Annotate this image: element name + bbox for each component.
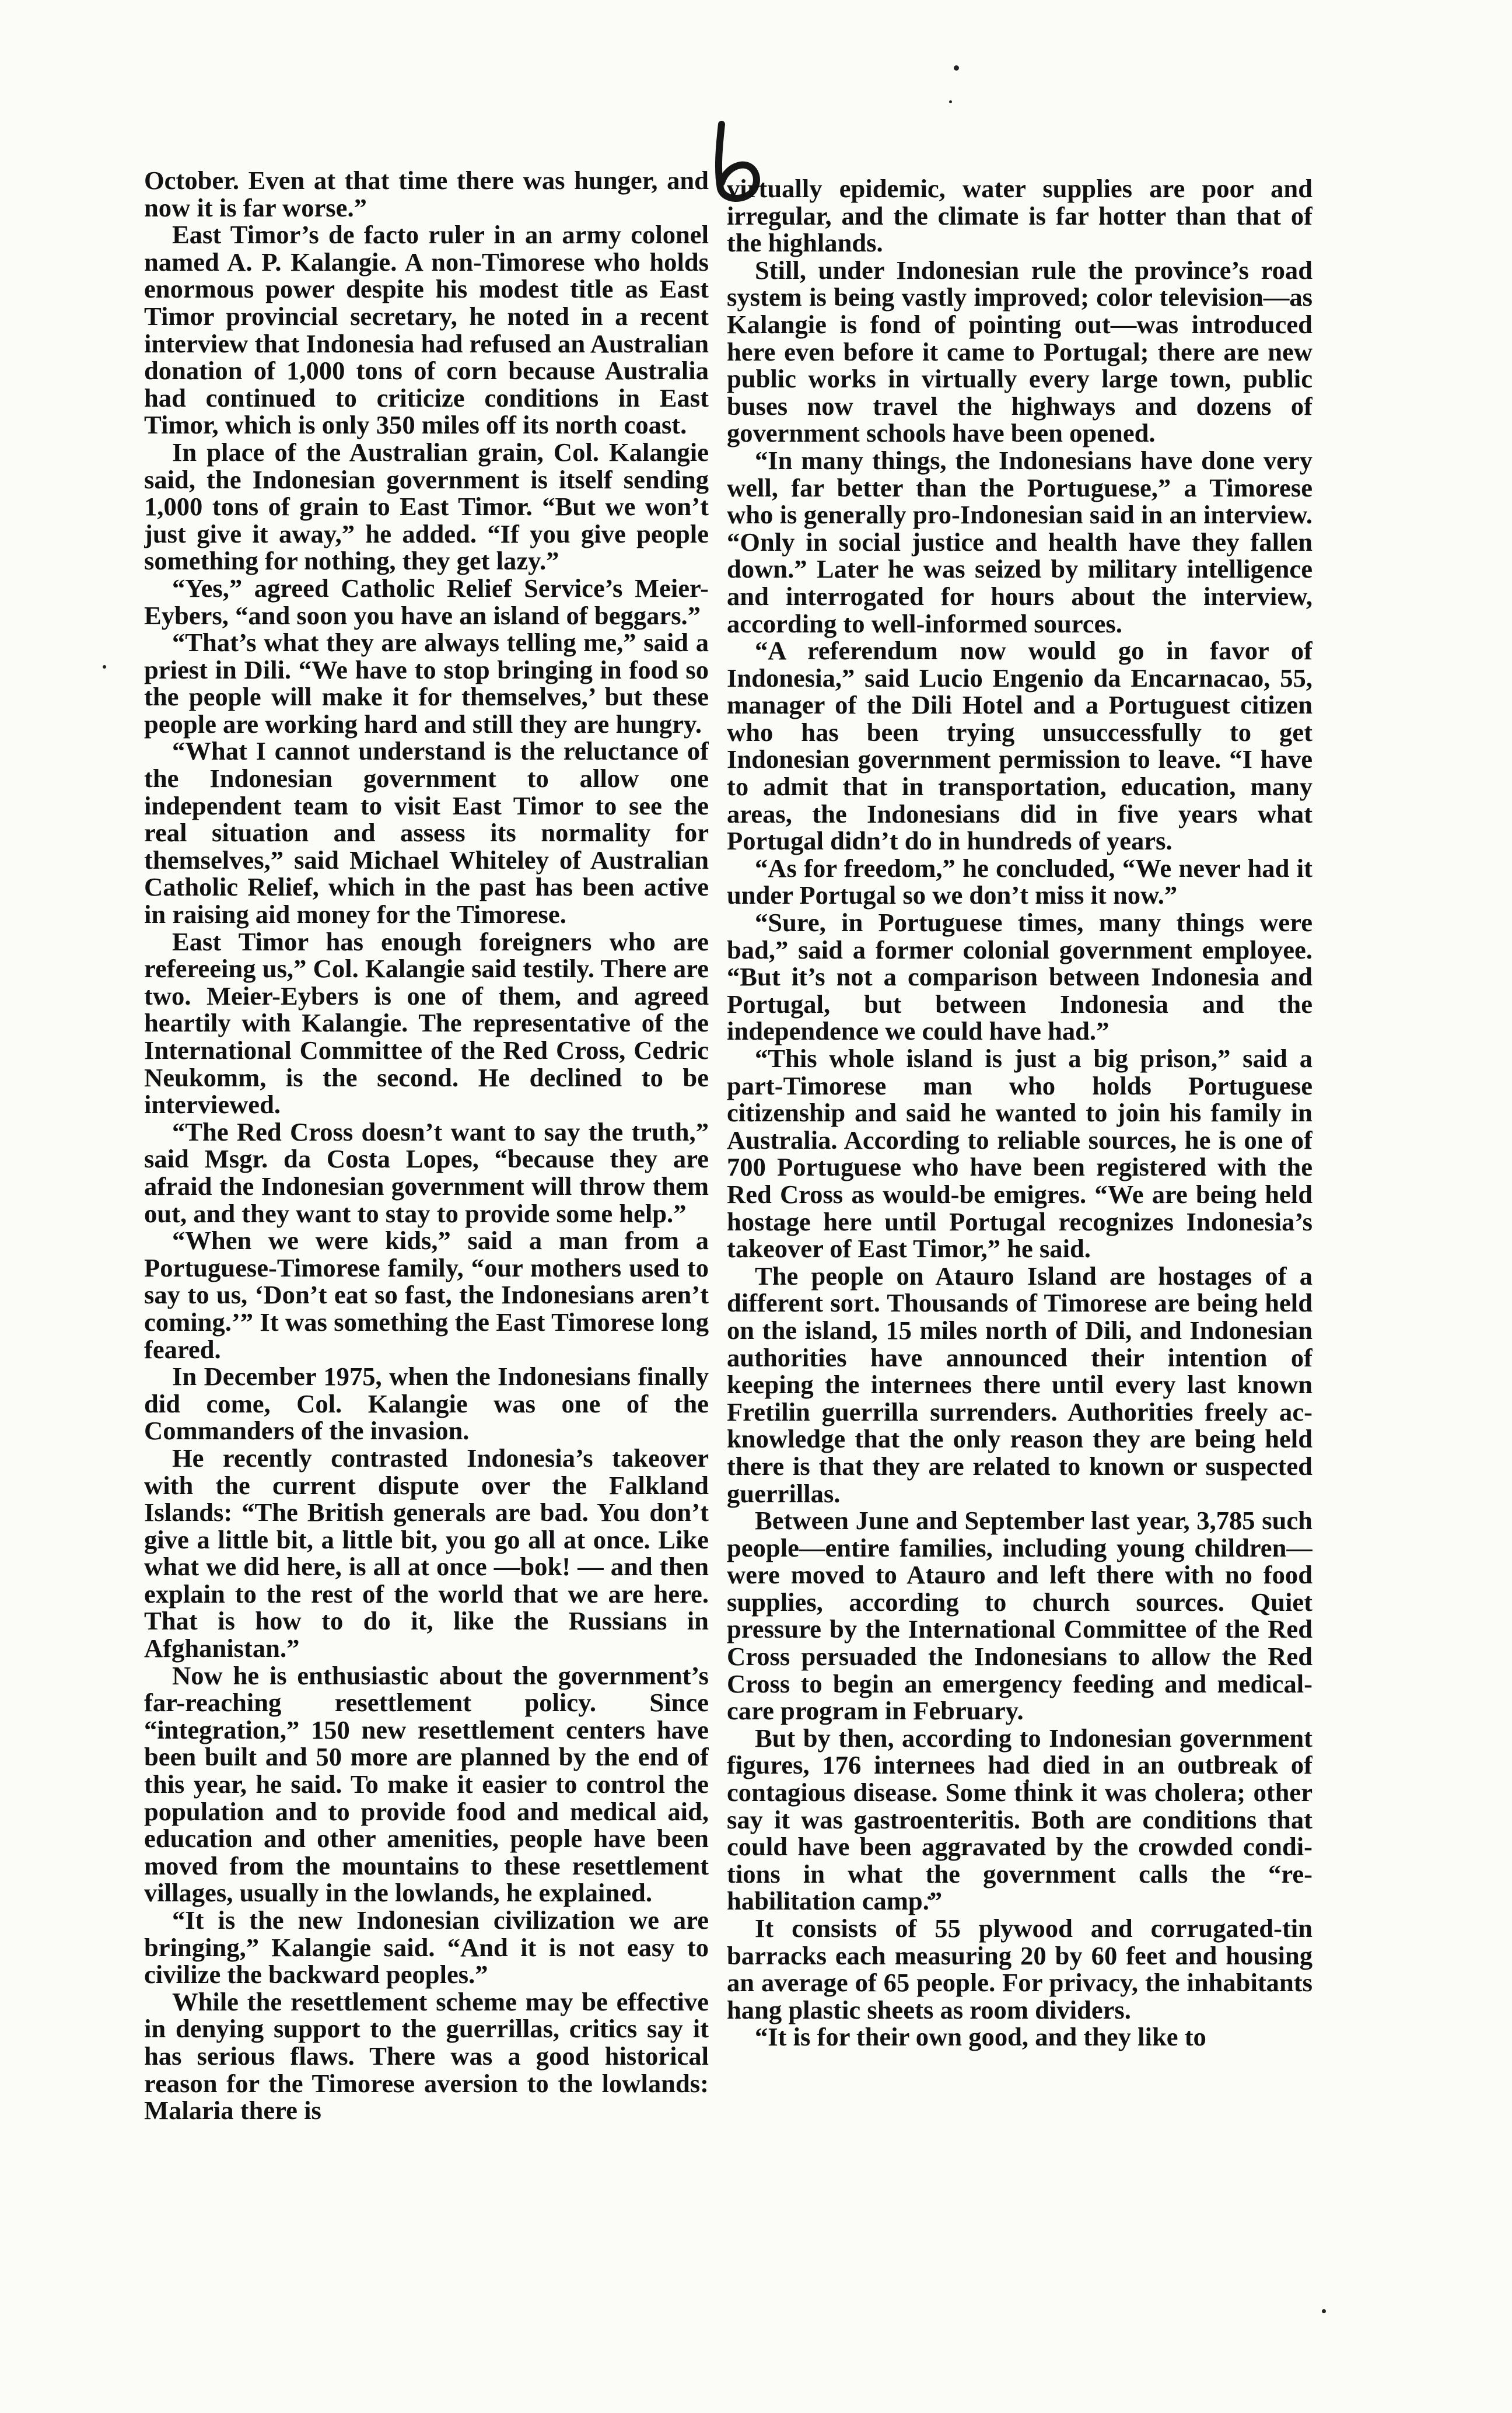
article-paragraph: But by then, according to Indonesian government figures, 176 internees had died in an outbreak of contagious disease. Some think it was cholera; other say it was gastroenteritis. Both are conditions that could have been aggravated by the crowded conditions in what the government calls the “rehabilitation camp.”: [727, 1723, 1312, 1916]
article-paragraph: He recently contrasted Indonesia’s takeover with the current dispute over the Falkland Islands: “The British generals are bad. You don’t give a little bit, a little bit, you go all at once. Like what we did here, is all at once —bok! — and then explain to the rest of the world that we are here. That is how to do it, like the Russians in Afghanistan.”: [144, 1443, 709, 1663]
scan-speck: [954, 65, 959, 71]
article-paragraph: The people on Atauro Island are hostages of a different sort. Thousands of Timorese are being held on the island, 15 miles north of Dili, and Indonesian authorities have announced their intention of keeping the internees there until every last known Fretilin guerrilla surrenders. Authorities freely acknowledge that the only reason they are being held there is that they are related to known or suspected guerrillas.: [727, 1261, 1312, 1508]
article-paragraph: “This whole island is just a big prison,” said a part-Timorese man who holds Portuguese citizenship and said he wanted to join his family in Australia. According to reliable sources, he is one of 700 Portuguese who have been registered with the Red Cross as would-be emigres. “We are being held hostage here until Portugal recognizes Indonesia’s takeover of East Timor,” he said.: [727, 1044, 1312, 1264]
article-paragraph: Between June and September last year, 3,785 such people—entire families, including young children—were moved to Atauro and left there with no food supplies, according to church sources. Quiet pressure by the International Committee of the Red Cross persuaded the Indonesians to allow the Red Cross to begin an emergency feeding and medical-care program in February.: [727, 1506, 1312, 1726]
article-paragraph: East Timor has enough foreigners who are refereeing us,” Col. Kalangie said testily. There are two. Meier-Eybers is one of them, and agreed heartily with Kalangie. The representative of the International Committee of the Red Cross, Cedric Neukomm, is the second. He declined to be interviewed.: [144, 926, 709, 1120]
article-paragraph: “When we were kids,” said a man from a Portuguese-Timorese family, “our mothers used to say to us, ‘Don’t eat so fast, the Indonesians aren’t coming.’” It was something the East Timorese long feared.: [144, 1226, 709, 1364]
article-paragraph: October. Even at that time there was hunger, and now it is far worse.”: [144, 167, 709, 222]
article-column-right: [727, 175, 1312, 2392]
article-paragraph: Now he is enthusiastic about the government’s far-reaching resettlement policy. Since “integration,” 150 new resettlement centers have been built and 50 more are planned by the end of this year, he said. To make it easier to control the population and to provide food and medical aid, education and other amenities, people have been moved from the mountains to these resettlement villages, usually in the lowlands, he explained.: [144, 1660, 709, 1908]
article-paragraph: “Yes,” agreed Catholic Relief Service’s Meier-Eybers, “and soon you have an island of beggars.”: [144, 573, 709, 630]
article-paragraph: “Sure, in Portuguese times, many things were bad,” said a former colonial government employee. “But it’s not a comparison between Indonesia and Portugal, but between Indonesia and the independence we could have had.”: [727, 908, 1312, 1046]
article-paragraph: “It is the new Indonesian civilization we are bringing,” Kalangie said. “And it is not easy to civilize the backward peoples.”: [144, 1905, 709, 1989]
article-paragraph: It consists of 55 plywood and corrugated-tin barracks each measuring 20 by 60 feet and housing an average of 65 people. For privacy, the inhabitants hang plastic sheets as room dividers.: [727, 1914, 1312, 2024]
article-paragraph: “As for freedom,” he concluded, “We never had it under Portugal so we don’t miss it now.”: [727, 853, 1312, 910]
scan-speck: [103, 665, 106, 669]
article-paragraph: “That’s what they are always telling me,” said a priest in Dili. “We have to stop bringing in food so the people will make it for themselves,’ but these people are working hard and still they are hungry.: [144, 628, 709, 739]
article-paragraph: “It is for their own good, and they like to: [755, 2022, 1206, 2052]
article-paragraph: Still, under Indonesian rule the province’s road system is being vastly improved; color television—as Kalangie is fond of pointing out—was introduced here even before it came to Portugal; there are new public works in virtually every large town, public buses now travel the highways and dozens of government schools have been opened.: [727, 255, 1312, 448]
article-paragraph: While the resettlement scheme may be effective in denying support to the guerrillas, critics say it has serious flaws. There was a good historical reason for the Timorese aversion to the lowlands: Malaria there is: [144, 1987, 709, 2125]
scan-speck: [1322, 2309, 1326, 2313]
article-paragraph: “The Red Cross doesn’t want to say the truth,” said Msgr. da Costa Lopes, “because they are afraid the Indonesian government will throw them out, and they want to stay to provide some help.”: [144, 1117, 709, 1228]
article-column-left: [144, 167, 709, 2384]
article-paragraph: In place of the Australian grain, Col. Kalangie said, the Indonesian government is itself sending 1,000 tons of grain to East Timor. “But we won’t just give it away,” he added. “If you give people something for nothing, they get lazy.”: [144, 437, 709, 576]
article-paragraph: “In many things, the Indonesians have done very well, far better than the Portuguese,” a Timorese who is generally pro-Indonesian said in an interview. “Only in social justice and health have they fallen down.” Later he was seized by military intelligence and interrogated for hours about the interview, according to well-informed sources.: [727, 445, 1312, 638]
article-paragraph: “A referendum now would go in favor of Indonesia,” said Lucio Engenio da Encarnacao, 55, manager of the Dili Hotel and a Portuguest citizen who has been trying unsuccessfully to get Indonesian government permission to leave. “I have to admit that in transportation, education, many areas, the Indonesians did in five years what Portugal didn’t do in hundreds of years.: [727, 636, 1312, 856]
article-paragraph: “What I cannot understand is the reluctance of the Indonesian government to allow one independent team to visit East Timor to see the real situation and assess its normality for themselves,” said Michael Whiteley of Australian Catholic Relief, which in the past has been active in raising aid money for the Timorese.: [144, 736, 709, 929]
scan-speck: [949, 100, 952, 103]
article-paragraph: In December 1975, when the Indonesians finally did come, Col. Kalangie was one of the Commanders of the invasion.: [144, 1362, 709, 1446]
article-paragraph: East Timor’s de facto ruler in an army colonel named A. P. Kalangie. A non-Timorese who holds enormous power despite his modest title as East Timor provincial secretary, he noted in a recent interview that Indonesia had refused an Australian donation of 1,000 tons of corn because Australia had continued to criticize conditions in East Timor, which is only 350 miles off its north coast.: [144, 220, 709, 440]
article-paragraph: virtually epidemic, water supplies are poor and irregular, and the climate is far hotter than that of the highlands.: [727, 175, 1312, 258]
